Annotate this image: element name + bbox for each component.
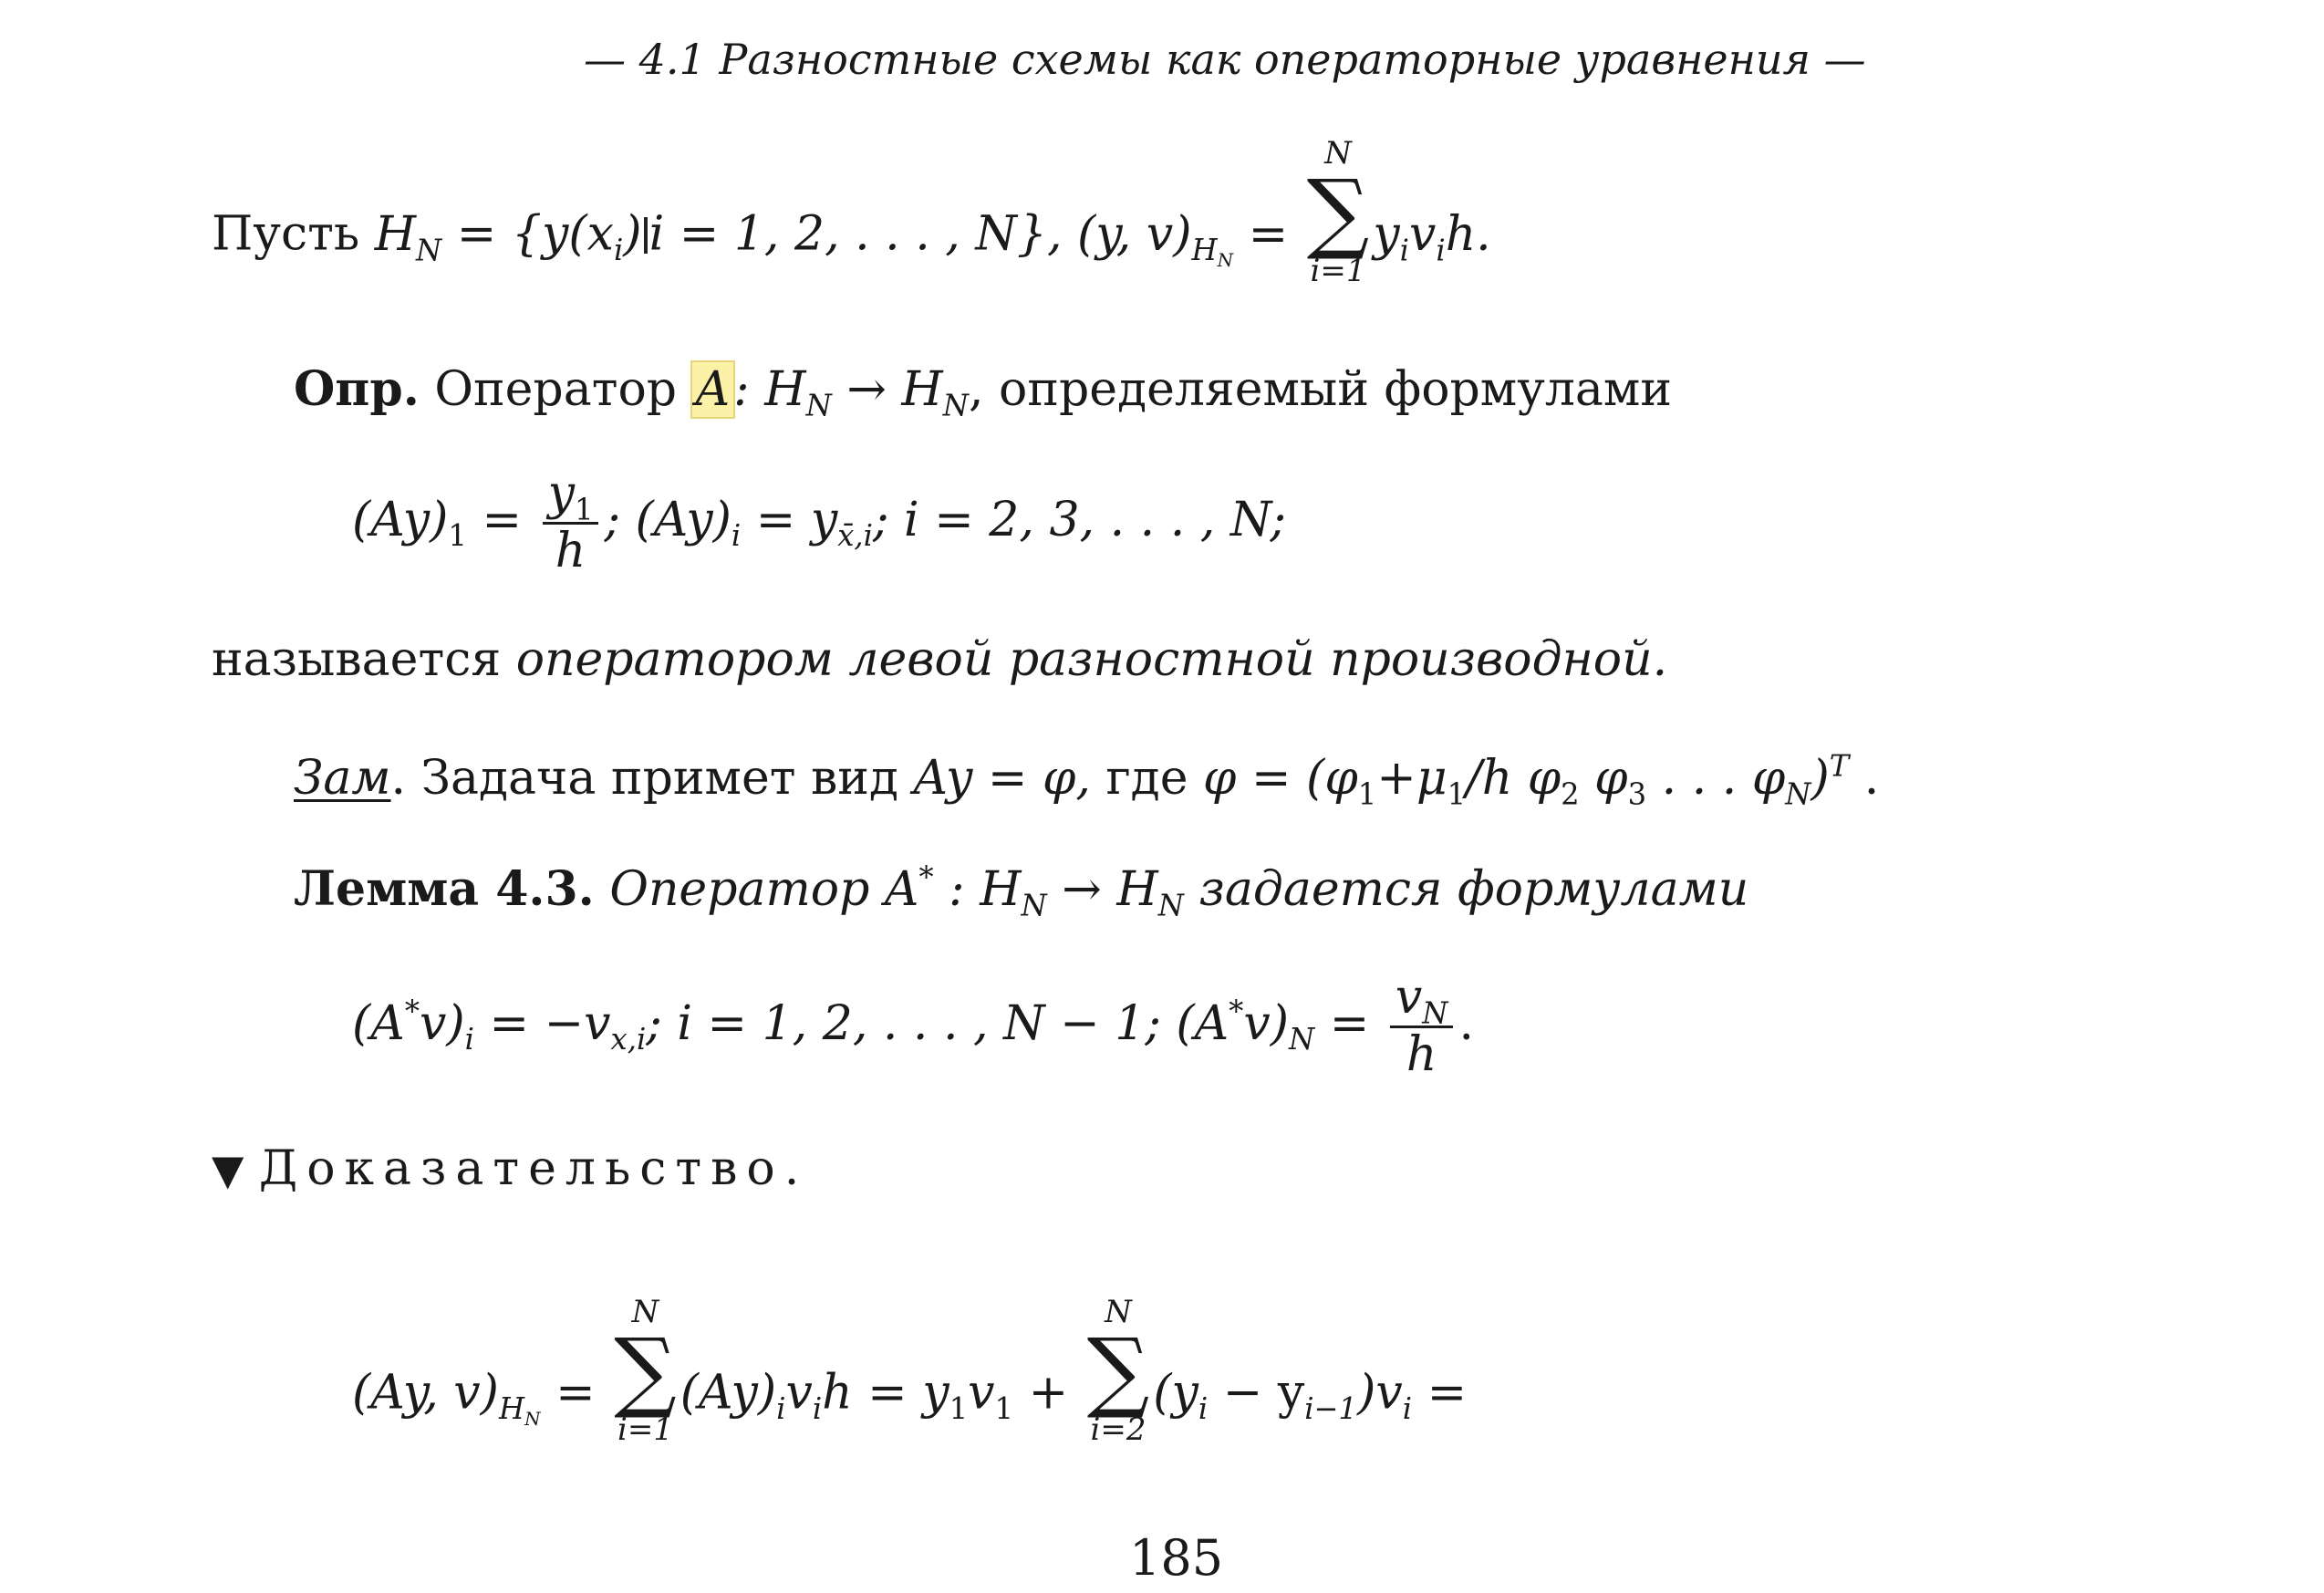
text-cursor-icon xyxy=(644,217,648,254)
sum-operator: N ∑ i=1 xyxy=(1306,135,1370,289)
remark-label: Зам xyxy=(294,751,391,806)
definition-label: Опр. xyxy=(294,361,420,417)
proof-heading xyxy=(212,1140,808,1197)
term-definition-line: называется оператором левой разностной производной. xyxy=(212,632,1668,687)
definition-of-space: Пусть $H_N = \{y(x_i) i = 1$, 2, . . . , N}, (y, $v)_{H_N}$ = N ∑ i=1 $y_iv_ih$. xyxy=(212,135,1491,289)
remark-paragraph: Зам. Задача примет вид Ay = φ, где $\varphi = (\varphi_1+\mu_1/h$ $\varphi_2$ $\varphi_3$ . . . $\varphi_N)^T$ . xyxy=(294,748,1880,812)
lemma-label: Лемма 4.3. xyxy=(294,861,595,917)
formula-proof-step: (Ay, $v)_{H_N}$ = N ∑ i=1 $(Ay)_iv_ih = y_1v_1$ + N ∑ i=2 $(y_i - y_{i-1})v_i$ = xyxy=(352,1294,1468,1448)
intro-word: Пусть xyxy=(212,206,360,262)
fraction: $\frac{y_1}{h}$ xyxy=(543,467,599,579)
inner-product: (y, $v)_{H_N}$ = xyxy=(1077,206,1289,271)
page-number: 185 xyxy=(1129,1529,1224,1587)
fraction: $\frac{v_N}{h}$ xyxy=(1390,971,1454,1083)
sum-operator: N ∑ i=2 xyxy=(1086,1294,1150,1448)
definition-paragraph: Опр. Оператор A: $H_N \to H_N$, определяемый формулами xyxy=(294,361,1672,423)
highlighted-operator[interactable]: A xyxy=(692,362,734,417)
rhs-vector: $\varphi = (\varphi_1+\mu_1/h$ $\varphi_2$ $\varphi_3$ . . . $\varphi_N)^T$ . xyxy=(1203,748,1880,812)
running-header: — 4.1 Разностные схемы как операторные уравнения — xyxy=(584,35,1866,84)
space-symbol: $H_N$ xyxy=(374,206,442,267)
formula-left-difference: $(Ay)_1$ = $\frac{y_1}{h}$ ; $(Ay)_i = y_{x̄,i}$; i = 2, 3, . . . , N; xyxy=(352,466,1286,578)
sum-operator: N ∑ i=1 xyxy=(614,1294,677,1448)
formula-adjoint-operator: $(A^*v)_i = -v_{x,i}$; i = 1, 2, . . . , N − 1; $(A^*v)_N$ = $\frac{v_N}{h}$ . xyxy=(352,970,1475,1082)
proof-marker-icon: ▼ xyxy=(212,1145,244,1194)
defined-term: оператором левой разностной производной. xyxy=(515,632,1668,687)
lemma-paragraph: Лемма 4.3. Оператор A* : $H_N \to H_N$ задается формулами xyxy=(294,859,1749,923)
proof-label: Доказательство. xyxy=(258,1141,809,1196)
